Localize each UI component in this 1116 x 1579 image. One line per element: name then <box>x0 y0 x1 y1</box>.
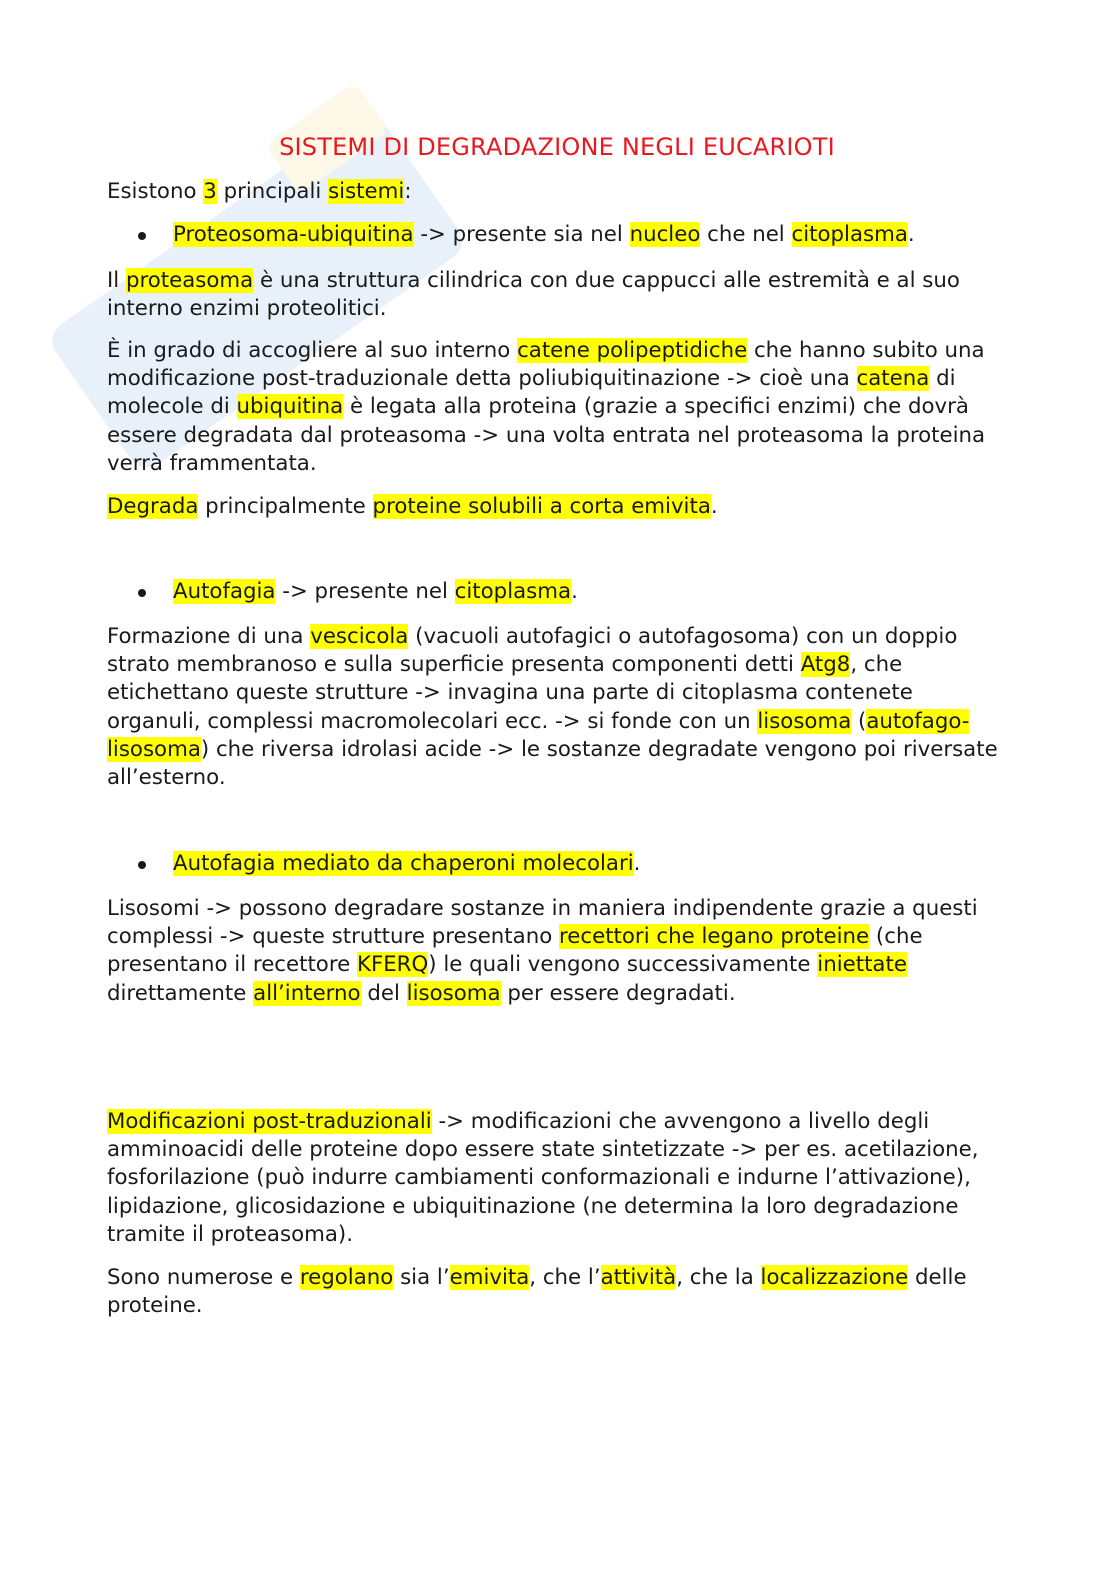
text-run: . <box>710 494 718 519</box>
text-run: (vacuoli autofagici o autofagosoma) con un doppio strato membranoso e sulla superficie presenta componenti detti <box>107 624 958 678</box>
highlighted-text: emivita <box>449 1265 530 1290</box>
highlighted-text: 3 <box>203 179 217 204</box>
text-run: del <box>360 980 407 1006</box>
highlighted-text: sistemi <box>328 179 405 204</box>
paragraph <box>107 178 1007 206</box>
text-run: Formazione di una <box>107 624 311 649</box>
highlighted-text: KFERQ <box>357 952 429 978</box>
highlighted-text: localizzazione <box>760 1265 909 1290</box>
highlighted-text: vescicola <box>310 624 409 649</box>
highlighted-text: attività <box>600 1265 677 1290</box>
highlighted-text: citoplasma <box>454 579 572 604</box>
paragraph <box>107 623 1007 792</box>
text-run: principalmente <box>198 494 373 519</box>
bullet-item <box>107 221 1073 249</box>
text-run: Sono numerose e <box>107 1265 300 1290</box>
text-run: . <box>571 579 578 604</box>
bullet-dot <box>138 589 146 597</box>
text-run: È in grado di accogliere al suo interno <box>107 338 518 363</box>
bullet-item <box>107 578 1073 606</box>
bullet-dot <box>138 232 146 240</box>
text-run: . <box>907 222 915 247</box>
paragraph <box>107 337 1007 478</box>
text-run: : <box>404 179 412 204</box>
paragraph <box>107 1108 1007 1249</box>
highlighted-text: catene polipeptidiche <box>517 338 748 363</box>
text-run: Lisosomi -> possono degradare sostanze in maniera indipendente grazie a questi complessi -> queste strutture presentano <box>107 896 978 950</box>
text-run: , che la <box>676 1265 761 1290</box>
paragraph <box>107 895 1007 1008</box>
text-run: Esistono <box>107 179 204 204</box>
document-title: SISTEMI DI DEGRADAZIONE NEGLI EUCARIOTI <box>279 133 835 161</box>
paragraph <box>107 1264 1007 1320</box>
text-run: ( <box>851 708 867 734</box>
highlighted-text: autofago-lisosoma <box>107 708 970 762</box>
text-run: che hanno subito una modificazione post-traduzionale detta poliubiquitinazione -> cioè una <box>107 338 985 392</box>
highlighted-text: lisosoma <box>406 980 501 1006</box>
paragraph <box>107 493 1007 521</box>
text-run: Il <box>107 268 126 293</box>
text-run: per essere degradati. <box>500 980 736 1006</box>
text-run: delle proteine. <box>107 1265 967 1319</box>
document-body <box>107 130 1007 1319</box>
highlighted-text: all’interno <box>253 980 361 1006</box>
text-run: sia l’ <box>393 1265 450 1290</box>
text-run: . <box>633 851 641 876</box>
highlighted-text: Modificazioni post-traduzionali <box>107 1109 432 1134</box>
highlighted-text: regolano <box>299 1265 394 1290</box>
highlighted-text: proteasoma <box>125 268 254 293</box>
highlighted-text: Proteosoma-ubiquitina <box>173 222 414 247</box>
bullet-item <box>107 850 1073 878</box>
text-run: di molecole di <box>107 366 956 420</box>
highlighted-text: iniettate <box>817 952 907 978</box>
highlighted-text: citoplasma <box>791 222 908 247</box>
text-run: ) le quali vengono successivamente <box>428 952 818 978</box>
text-run: , che l’ <box>529 1265 601 1290</box>
bullet-dot <box>138 861 146 869</box>
text-run: è una struttura cilindrica con due cappucci alle estremità e al suo interno enzimi proteolitici. <box>107 268 960 322</box>
text-run: -> presente sia nel <box>413 222 630 247</box>
highlighted-text: proteine solubili a corta emivita <box>372 494 711 519</box>
highlighted-text: Degrada <box>107 494 199 519</box>
text-run: principali <box>216 179 329 204</box>
text-run: direttamente <box>107 980 254 1006</box>
paragraph <box>107 267 1007 323</box>
text-run: -> modificazioni che avvengono a livello degli amminoacidi delle proteine dopo essere state sintetizzate -> per es. acetilazione, fosforilazione (può indurre cambiamenti conformazionali e indurne l’attivazione), lipidazione, glicosidazione e ubiquitinazione (ne determina la loro degradazione tramite il proteasoma). <box>107 1109 979 1247</box>
highlighted-text: Autofagia <box>173 579 276 604</box>
highlighted-text: ubiquitina <box>236 394 344 420</box>
highlighted-text: Autofagia mediato da chaperoni molecolari <box>173 851 634 876</box>
highlighted-text: recettori che legano proteine <box>559 924 870 950</box>
text-run: ) che riversa idrolasi acide -> le sostanze degradate vengono poi riversate all’esterno. <box>107 736 998 791</box>
highlighted-text: nucleo <box>629 222 701 247</box>
highlighted-text: Atg8 <box>800 652 851 678</box>
text-run: è legata alla proteina (grazie a specifici enzimi) che dovrà essere degradata dal proteasoma -> una volta entrata nel proteasoma la proteina verrà frammentata. <box>107 394 986 476</box>
text-run: -> presente nel <box>275 579 455 604</box>
text-run: che nel <box>700 222 792 247</box>
highlighted-text: catena <box>856 366 930 392</box>
highlighted-text: lisosoma <box>757 708 852 734</box>
text-run: , che etichettano queste strutture -> invagina una parte di citoplasma contenete organuli, complessi macromolecolari ecc. -> si fonde con un <box>107 652 913 734</box>
text-run: (che presentano il recettore <box>107 924 923 978</box>
